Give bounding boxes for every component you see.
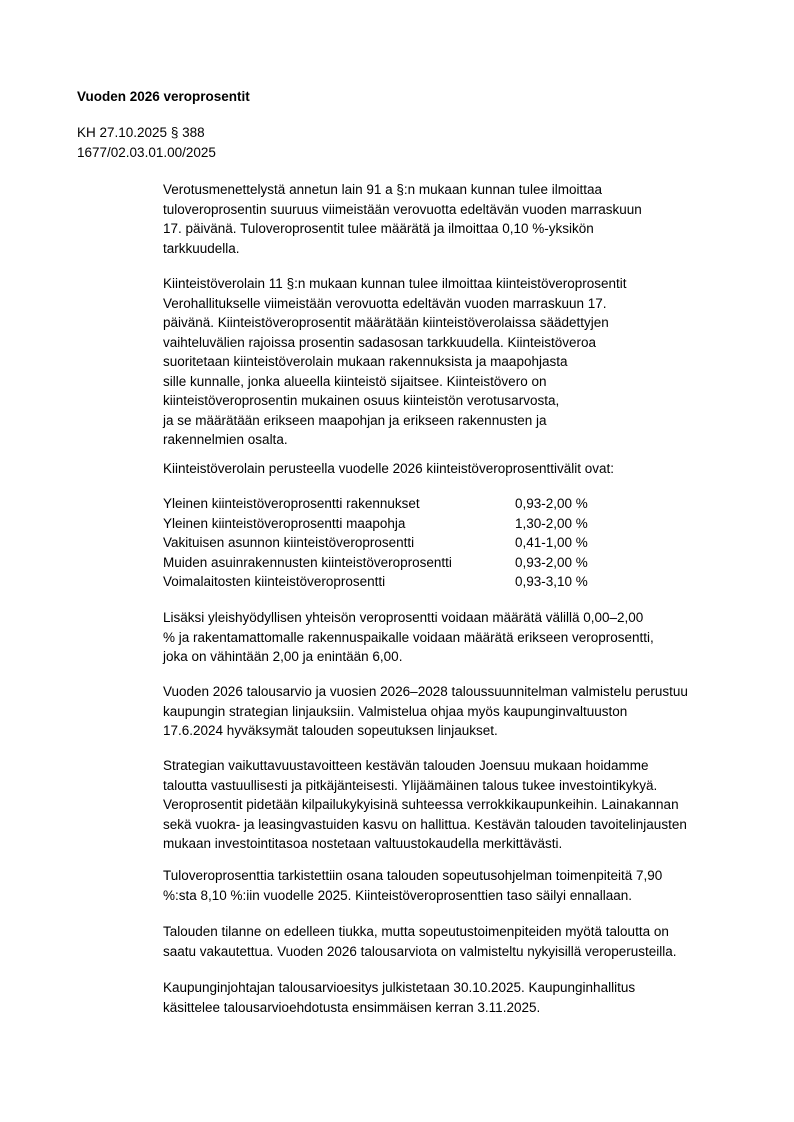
paragraph-line: kaupungin strategian linjauksiin. Valmistelua ohjaa myös kaupunginvaltuuston: [163, 703, 628, 719]
paragraph-line: tarkkuudella.: [163, 240, 240, 256]
paragraph-line: joka on vähintään 2,00 ja enintään 6,00.: [163, 649, 403, 664]
tax-range-value: 0,41-1,00 %: [515, 535, 588, 550]
paragraph-line: käsittelee talousarvioehdotusta ensimmäisen kerran 3.11.2025.: [163, 999, 541, 1015]
tax-range-label: Vakituisen asunnon kiinteistöveroprosentti: [163, 535, 415, 550]
tax-range-label: Muiden asuinrakennusten kiinteistöveroprosentti: [163, 554, 452, 570]
paragraph-income-tax-revision: [163, 866, 743, 905]
paragraph-line: rakennelmien osalta.: [163, 432, 288, 447]
paragraph-schedule: [163, 978, 743, 1017]
paragraph-strategy: [163, 756, 743, 854]
paragraph-line: kiinteistöveroprosentin mukainen osuus kiinteistön verotusarvosta,: [163, 393, 560, 408]
paragraph-line: Talouden tilanne on edelleen tiukka, mutta sopeutustoimenpiteiden myötä taloutta on: [163, 924, 669, 939]
paragraph-line: Strategian vaikuttavuustavoitteen kestävän talouden Joensuu mukaan hoidamme: [163, 758, 649, 773]
paragraph-line: saatu vakautettua. Vuoden 2026 talousarviota on valmisteltu nykyisillä veroperusteilla.: [163, 943, 677, 959]
meeting-reference: KH 27.10.2025 § 388: [77, 125, 205, 140]
paragraph-line: Kiinteistöverolain perusteella vuodelle 2026 kiinteistöveroprosenttivälit ovat:: [163, 461, 615, 476]
document-title: Vuoden 2026 veroprosentit: [77, 89, 250, 104]
paragraph-line: Kaupunginjohtajan talousarvioesitys julkistetaan 30.10.2025. Kaupunginhallitus: [163, 980, 636, 995]
paragraph-line: taloutta vastuullisesti ja pitkäjänteisesti. Ylijäämäinen talous tukee investointikykyä.: [163, 777, 658, 793]
paragraph-line: %:sta 8,10 %:iin vuodelle 2025. Kiinteistöveroprosenttien taso säilyi ennallaan.: [163, 887, 633, 903]
paragraph-line: ja se määrätään erikseen maapohjan ja erikseen rakennusten ja: [163, 412, 547, 428]
paragraph-line: Kiinteistöverolain 11 §:n mukaan kunnan tulee ilmoittaa kiinteistöveroprosentit: [163, 276, 627, 291]
tax-range-value: 0,93-2,00 %: [515, 496, 588, 511]
paragraph-line: 17. päivänä. Tuloveroprosentit tulee määrätä ja ilmoittaa 0,10 %-yksikön: [163, 221, 594, 236]
tax-range-label: Yleinen kiinteistöveroprosentti rakennukset: [163, 496, 420, 511]
paragraph-line: Verohallitukselle viimeistään verovuotta edeltävän vuoden marraskuun 17.: [163, 295, 607, 311]
paragraph-line: Tuloveroprosenttia tarkistettiin osana talouden sopeutusohjelman toimenpiteitä 7,90: [163, 868, 663, 883]
paragraph-line: 17.6.2024 hyväksymät talouden sopeutuksen linjaukset.: [163, 723, 498, 738]
paragraph-additional-rates: [163, 608, 743, 667]
paragraph-line: suoritetaan kiinteistöverolain mukaan rakennuksista ja maapohjasta: [163, 354, 568, 369]
paragraph-line: vaihteluvälien rajoissa prosentin sadasosan tarkkuudella. Kiinteistöveroa: [163, 334, 597, 350]
tax-range-label: Yleinen kiinteistöveroprosentti maapohja: [163, 515, 406, 531]
tax-range-value: 0,93-2,00 %: [515, 554, 588, 570]
paragraph-economic-situation: [163, 922, 743, 961]
paragraph-line: Veroprosentit pidetään kilpailukykyisinä suhteessa verrokkikaupunkeihin. Lainakannan: [163, 797, 679, 812]
paragraph-line: sekä vuokra- ja leasingvastuiden kasvu on hallittua. Kestävän talouden tavoitelinjausten: [163, 816, 687, 832]
paragraph-line: Verotusmenettelystä annetun lain 91 a §:n mukaan kunnan tulee ilmoittaa: [163, 182, 603, 197]
paragraph-income-tax-notice: [163, 180, 743, 258]
paragraph-ranges-intro: [163, 459, 743, 479]
tax-range-value: 1,30-2,00 %: [515, 515, 588, 531]
paragraph-line: päivänä. Kiinteistöveroprosentit määrätään kiinteistöverolaissa säädettyjen: [163, 315, 609, 330]
paragraph-line: % ja rakentamattomalle rakennuspaikalle voidaan määrätä erikseen veroprosentti,: [163, 629, 654, 645]
tax-range-value: 0,93-3,10 %: [515, 574, 588, 589]
paragraph-line: Vuoden 2026 talousarvio ja vuosien 2026–2028 taloussuunnitelman valmistelu perustuu: [163, 684, 688, 699]
paragraph-line: sille kunnalle, jonka alueella kiinteistö sijaitsee. Kiinteistövero on: [163, 373, 547, 389]
paragraph-line: tuloveroprosentin suuruus viimeistään verovuotta edeltävän vuoden marraskuun: [163, 201, 642, 217]
tax-range-label: Voimalaitosten kiinteistöveroprosentti: [163, 574, 386, 589]
paragraph-line: mukaan investointitasoa nostetaan valtuustokaudella merkittävästi.: [163, 836, 563, 851]
record-number: 1677/02.03.01.00/2025: [77, 145, 216, 160]
paragraph-line: Lisäksi yleishyödyllisen yhteisön veroprosentti voidaan määrätä välillä 0,00–2,00: [163, 610, 644, 625]
paragraph-budget-preparation: [163, 682, 743, 741]
paragraph-property-tax-notice: [163, 274, 743, 450]
